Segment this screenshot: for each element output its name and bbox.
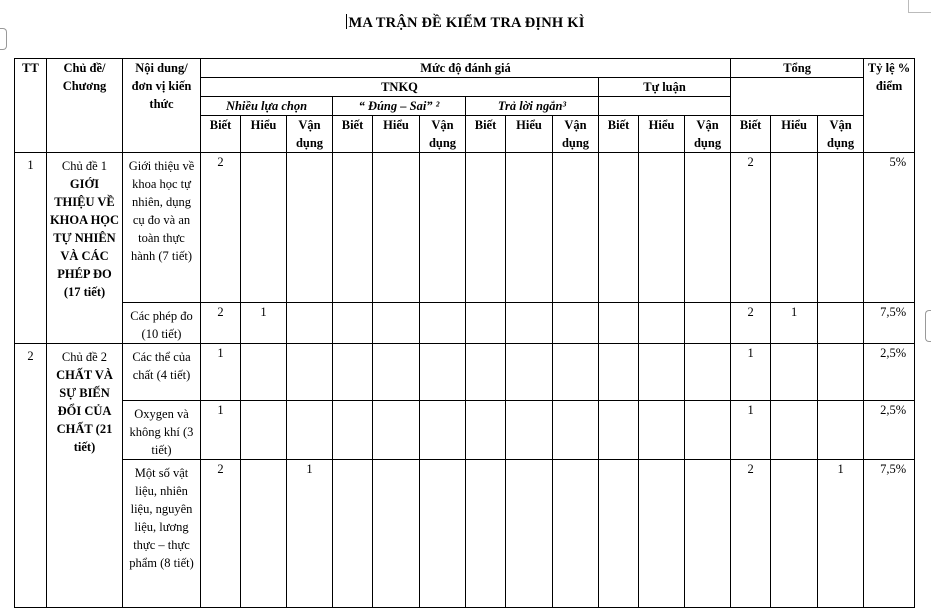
cell-tl-hieu — [639, 153, 685, 303]
cell-tln-biet — [466, 344, 506, 401]
noidung-cell: Oxygen và không khí (3 tiết) — [123, 401, 201, 460]
cell-tln-vandung — [553, 153, 599, 303]
cell-tln-hieu — [506, 303, 553, 344]
header-biet: Biết — [731, 116, 771, 153]
cell-tln-vandung — [553, 460, 599, 608]
header-tong-blank — [731, 78, 864, 116]
cell-nlc-hieu — [241, 460, 287, 608]
cell-tong-vandung — [818, 344, 864, 401]
header-vandung: Vận dụng — [553, 116, 599, 153]
cell-nlc-biet: 2 — [201, 153, 241, 303]
header-vandung: Vận dụng — [420, 116, 466, 153]
cell-nlc-hieu: 1 — [241, 303, 287, 344]
cell-tong-hieu — [771, 153, 818, 303]
cell-nlc-biet: 1 — [201, 344, 241, 401]
cell-tl-vandung — [685, 303, 731, 344]
header-tt: TT — [15, 59, 47, 153]
cell-ds-vandung — [420, 401, 466, 460]
header-tnkq: TNKQ — [201, 78, 599, 97]
noidung-cell: Giới thiệu về khoa học tự nhiên, dụng cụ đo và an toàn thực hành (7 tiết) — [123, 153, 201, 303]
cell-tl-hieu — [639, 303, 685, 344]
cell-nlc-vandung — [287, 303, 333, 344]
cell-tl-biet — [599, 401, 639, 460]
cell-tln-biet — [466, 153, 506, 303]
cell-ds-biet — [333, 153, 373, 303]
cell-tong-biet: 2 — [731, 460, 771, 608]
assessment-matrix-table — [14, 58, 915, 608]
cell-tln-hieu — [506, 401, 553, 460]
header-nhieu-lua-chon: Nhiều lựa chọn — [201, 97, 333, 116]
table-row — [15, 303, 915, 344]
cell-ds-biet — [333, 401, 373, 460]
header-biet: Biết — [599, 116, 639, 153]
cell-nlc-biet: 2 — [201, 303, 241, 344]
cell-nlc-biet: 1 — [201, 401, 241, 460]
cell-tl-hieu — [639, 401, 685, 460]
cell-tln-biet — [466, 303, 506, 344]
header-tra-loi-ngan: Trả lời ngắn³ — [466, 97, 599, 116]
cell-tyle: 7,5% — [864, 460, 915, 608]
cell-ds-vandung — [420, 344, 466, 401]
cell-tln-vandung — [553, 401, 599, 460]
cell-nlc-hieu — [241, 153, 287, 303]
cell-tl-vandung — [685, 344, 731, 401]
table-row — [15, 344, 915, 401]
header-biet: Biết — [466, 116, 506, 153]
document-title — [0, 14, 931, 32]
cell-tong-biet: 1 — [731, 344, 771, 401]
cell-tong-biet: 2 — [731, 153, 771, 303]
cell-tong-biet: 1 — [731, 401, 771, 460]
noidung-cell: Các thể của chất (4 tiết) — [123, 344, 201, 401]
chude-cell — [47, 153, 123, 344]
cell-tong-vandung — [818, 401, 864, 460]
cell-tl-biet — [599, 344, 639, 401]
cell-tl-vandung — [685, 460, 731, 608]
cell-ds-vandung — [420, 153, 466, 303]
chude-cell — [47, 344, 123, 608]
cell-nlc-vandung — [287, 344, 333, 401]
table-row — [15, 153, 915, 303]
cell-nlc-hieu — [241, 401, 287, 460]
cell-ds-hieu — [373, 303, 420, 344]
header-mucdo: Mức độ đánh giá — [201, 59, 731, 78]
header-vandung: Vận dụng — [685, 116, 731, 153]
cell-nlc-biet: 2 — [201, 460, 241, 608]
header-biet: Biết — [333, 116, 373, 153]
cell-tln-hieu — [506, 344, 553, 401]
cell-ds-hieu — [373, 460, 420, 608]
noidung-cell: Một số vật liệu, nhiên liệu, nguyên liệu, lương thực – thực phẩm (8 tiết) — [123, 460, 201, 608]
cell-tln-biet — [466, 401, 506, 460]
cell-tong-hieu — [771, 460, 818, 608]
cell-tyle: 7,5% — [864, 303, 915, 344]
cell-tl-vandung — [685, 401, 731, 460]
cell-tyle: 5% — [864, 153, 915, 303]
margin-marker-left — [0, 28, 7, 50]
cell-tl-hieu — [639, 460, 685, 608]
noidung-cell: Các phép đo (10 tiết) — [123, 303, 201, 344]
cell-ds-vandung — [420, 460, 466, 608]
row-tt: 1 — [15, 153, 47, 344]
header-hieu: Hiểu — [771, 116, 818, 153]
cell-tyle: 2,5% — [864, 401, 915, 460]
cell-ds-hieu — [373, 153, 420, 303]
cell-ds-biet — [333, 460, 373, 608]
cell-tl-biet — [599, 460, 639, 608]
chude-name: CHẤT VÀ SỰ BIẾN ĐỔI CỦA CHẤT (21 tiết) — [56, 368, 113, 454]
cell-ds-biet — [333, 303, 373, 344]
cell-ds-hieu — [373, 344, 420, 401]
header-hieu: Hiểu — [639, 116, 685, 153]
scroll-edge-marker — [925, 310, 931, 342]
cell-tln-hieu — [506, 460, 553, 608]
header-chude: Chủ đề/ Chương — [47, 59, 123, 153]
cell-tl-vandung — [685, 153, 731, 303]
cell-tl-biet — [599, 153, 639, 303]
header-hieu: Hiểu — [506, 116, 553, 153]
cell-ds-biet — [333, 344, 373, 401]
cell-nlc-vandung: 1 — [287, 460, 333, 608]
header-hieu: Hiểu — [373, 116, 420, 153]
cell-tong-hieu: 1 — [771, 303, 818, 344]
cell-nlc-vandung — [287, 401, 333, 460]
chude-name: GIỚI THIỆU VỀ KHOA HỌC TỰ NHIÊN VÀ CÁC PHÉP ĐO (17 tiết) — [49, 177, 120, 299]
cell-tong-biet: 2 — [731, 303, 771, 344]
chude-prefix: Chủ đề 2 — [61, 350, 108, 364]
cell-tln-vandung — [553, 303, 599, 344]
cell-tln-biet — [466, 460, 506, 608]
cell-ds-hieu — [373, 401, 420, 460]
header-biet: Biết — [201, 116, 241, 153]
header-tuluan-blank — [599, 97, 731, 116]
cell-tl-biet — [599, 303, 639, 344]
chude-prefix: Chủ đề 1 — [61, 159, 108, 173]
cell-nlc-vandung — [287, 153, 333, 303]
table-row — [15, 460, 915, 608]
header-tong: Tổng — [731, 59, 864, 78]
title-text: MA TRẬN ĐỀ KIỂM TRA ĐỊNH KÌ — [348, 15, 585, 31]
header-tuluan: Tự luận — [599, 78, 731, 97]
margin-marker-right — [908, 0, 931, 13]
cell-tl-hieu — [639, 344, 685, 401]
cell-ds-vandung — [420, 303, 466, 344]
cell-tyle: 2,5% — [864, 344, 915, 401]
header-noidung: Nội dung/đơn vị kiến thức — [123, 59, 201, 153]
header-vandung: Vận dụng — [287, 116, 333, 153]
row-tt: 2 — [15, 344, 47, 608]
header-vandung: Vận dụng — [818, 116, 864, 153]
cell-nlc-hieu — [241, 344, 287, 401]
cell-tong-vandung — [818, 303, 864, 344]
cell-tong-vandung — [818, 153, 864, 303]
cell-tong-hieu — [771, 401, 818, 460]
header-hieu: Hiểu — [241, 116, 287, 153]
cell-tong-hieu — [771, 344, 818, 401]
header-dung-sai: “ Đúng – Sai” ² — [333, 97, 466, 116]
cell-tln-hieu — [506, 153, 553, 303]
header-tyle: Tỷ lệ % điểm — [864, 59, 915, 153]
table-row — [15, 401, 915, 460]
cell-tln-vandung — [553, 344, 599, 401]
cell-tong-vandung: 1 — [818, 460, 864, 608]
